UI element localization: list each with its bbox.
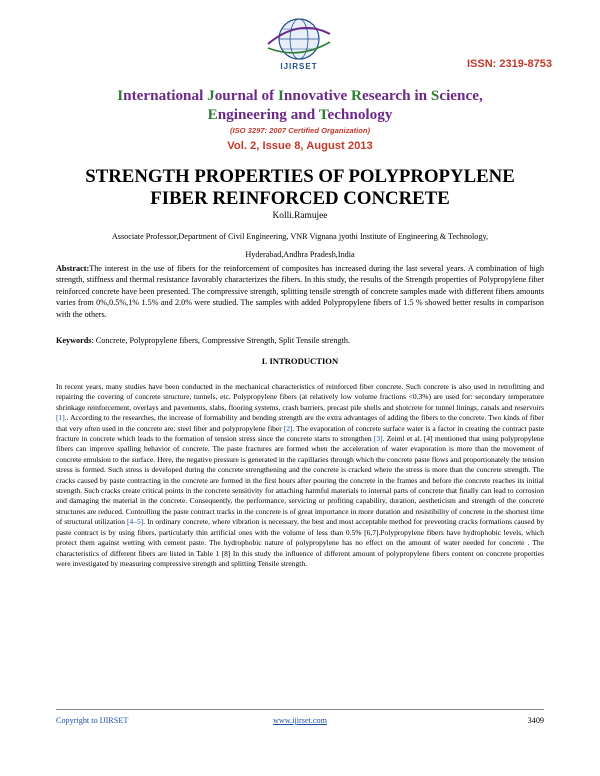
paper-title-line2: FIBER REINFORCED CONCRETE	[150, 188, 450, 209]
page-number: 3409	[527, 716, 544, 725]
introduction-body: In recent years, many studies have been conducted in the mechanical characteristics of reinforced fiber concrete. Such concrete is also used in retrofitting and repairing the covering of concrete structure, tunnels, etc. Polypropylene fibers (at relatively low volume fractions <0.3%) are used for: secondary temperature shrinkage reinforcement, overlays and pavements, slabs, flooring systems, crash barriers, precast pile shells and shotcrete for tunnel linings, canals and reservoirs [1].. According to the researches, the increase of formability and bending strength are the extra advantages of adding the fibers to the concrete. Two kinds of fiber that very often used in the concrete are: steel fiber and polypropylene fiber [2]. The evaporation of concrete surface water is a factor in creating the contract paste fracture in concrete which leads to the formation of tension stress since the concrete starts to strengthen [3]. Zeiml et al. [4] mentioned that using polypropylene fibers can improve spalling behavior of concrete. The paste fractures are formed when the acceleration of water evaporation is more than the movement of concrete emulsion to the surface. Here, the negative pressure is generated in the capillaries through which the concrete paste flows and proportionately the tension stress is formed. Such stress is developed during the concrete strengthening and the concrete is cracked where the stress is more than the concrete strength. The cracks caused by paste contracting in the concrete are formed in the first hours after pouring the concrete in the frames and before the concrete reaches its initial strength. Such cracks create critical points in the concrete sensitivity for attaching harmful materials to internal parts of concrete that finally can lead to corrosion and damaging the material in the concrete. Consequently, the performance, servicing or profiting capability, duration, aestheticism and strength of the concrete structures are reduced. Controlling the paste contract tracks in the concrete is of great importance in more duration and resistibility of concrete in the shortest time of structural utilization [4–5]. In ordinary concrete, where vibration is necessary, the best and most acceptable method for preventing cracks formations caused by paste contract is by using fibers, particularly thin artificial ones with the volume of less than 0.5% [6,7].Polypropylene fibers have hydrophobic levels, which protect them against wetting with cement paste. The hydrophobic nature of polypropylene has no effect on the amount of water needed for concrete . The characteristics of different fibers are listed in Table 1 [8] In this study the influence of different amount of polypropylene fibers content on concrete properties were investigated by measuring compressive strength and splitting Tensile strength.	[56, 382, 544, 568]
journal-title	[60, 86, 540, 124]
issn: ISSN: 2319-8753	[467, 58, 552, 70]
logo-text: IJIRSET	[280, 62, 318, 71]
abstract	[56, 263, 544, 320]
globe-logo-icon	[262, 14, 336, 64]
author-affiliation	[52, 228, 548, 264]
abstract-text: The interest in the use of fibers for the reinforcement of composites has increased during the last several years. A combination of high strength, stiffness and thermal resistance favorably characterizes the fibers. In this study, the results of the Strength properties of Polypropylene fiber reinforced concrete have been presented. The compressive strength, splitting tensile strength of concrete samples made with different fibers amounts varies from 0%,0.5%,1% 1.5% and 2.0% were studied. The samples with added Polypropylene fibers of 1.5 % showed better results in comparison with the others.	[56, 264, 544, 319]
journal-title-line1: International Journal of Innovative Research in Science,	[117, 87, 483, 104]
keywords-text: : Concrete, Polypropylene fibers, Compressive Strength, Split Tensile strength.	[91, 336, 350, 345]
affiliation-line2: Hyderabad,Andhra Pradesh,India	[245, 250, 355, 259]
keywords-label: Keywords	[56, 336, 92, 345]
author-name: Kolli.Ramujee	[272, 211, 328, 221]
certification-note: (ISO 3297: 2007 Certified Organization)	[229, 126, 371, 135]
citation-link[interactable]: [3]	[373, 434, 383, 444]
footer-copyright: Copyright to IJIRSET	[56, 716, 129, 725]
journal-logo	[262, 14, 336, 76]
paper-title	[40, 166, 560, 210]
citation-link[interactable]: [2]	[283, 423, 293, 433]
citation-link[interactable]: [4–5]	[126, 517, 144, 527]
affiliation-line1: Associate Professor,Department of Civil Engineering, VNR Vignana jyothi Institute of Engineering & Technology,	[111, 232, 489, 241]
abstract-label: Abstract:	[56, 264, 90, 273]
footer-website-link[interactable]: www.ijirset.com	[272, 716, 328, 725]
section-heading: I. INTRODUCTION	[261, 356, 339, 366]
footer-divider	[56, 709, 544, 710]
journal-title-line2: Engineering and Technology	[207, 106, 393, 123]
volume-issue: Vol. 2, Issue 8, August 2013	[227, 140, 373, 152]
citation-link[interactable]: [1]	[56, 413, 65, 423]
keywords	[56, 336, 544, 345]
paper-title-line1: STRENGTH PROPERTIES OF POLYPROPYLENE	[85, 166, 515, 187]
